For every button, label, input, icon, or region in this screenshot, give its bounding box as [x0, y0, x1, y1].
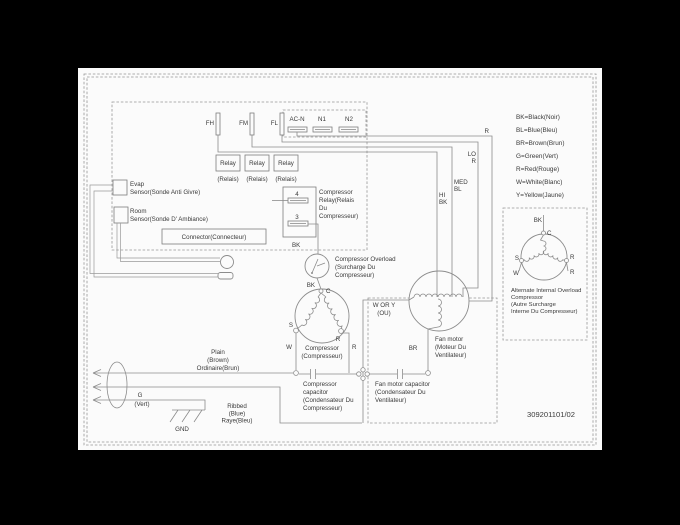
junction-s: [361, 376, 365, 380]
legend-w: W=White(Blanc): [516, 179, 563, 186]
fan-label-3: Ventilateur): [435, 352, 467, 359]
comp-cap-label-4: Compresseur): [303, 405, 343, 412]
terminal-label-r: R: [335, 336, 341, 343]
pin-label-fm: FM: [239, 120, 248, 127]
comp-relay-line3: Du: [319, 205, 327, 212]
terminal-r: [339, 329, 344, 334]
comp-relay-line4: Compresseur): [319, 213, 359, 220]
terminal-c: [319, 289, 323, 293]
compressor-label-2: (Compresseur): [301, 353, 343, 360]
gnd-label: GND: [175, 426, 189, 433]
relay-sub-2: (Relais): [246, 176, 268, 183]
wire-label-bk-overload: BK: [306, 282, 315, 289]
wire-label-med: MED: [454, 179, 468, 186]
terminal-s: [294, 328, 299, 333]
wire-label-hi: HI: [439, 192, 446, 199]
cord-ribbed-label-2: (Blue): [228, 410, 246, 418]
wire-label-r-top: R: [484, 128, 489, 135]
wire-label-med-bl: BL: [454, 186, 462, 193]
fan-cap-label-3: Ventilateur): [375, 397, 407, 404]
wire-label-r2: R: [352, 344, 357, 351]
pin-label-fl: FL: [270, 120, 278, 127]
room-sensor-bulb: [221, 256, 234, 269]
cord-green-label-2: (Vert): [134, 401, 150, 408]
relay-sub-3: (Relais): [275, 176, 297, 183]
wire-label-w: W: [286, 344, 292, 351]
overload-label-3: Compresseur): [335, 272, 375, 279]
alt-terminal-c: [542, 231, 546, 235]
compressor-relay-box: [283, 187, 316, 237]
evap-label-2: Sensor(Sonde Anti Givre): [130, 189, 201, 196]
alt-w-label: W: [513, 270, 519, 277]
alt-bk-label: BK: [533, 217, 542, 224]
alt-text-2: Compressor: [511, 295, 544, 301]
terminal-cap-right: [426, 371, 431, 376]
evap-sensor-box: [113, 180, 127, 195]
relay-sub-1: (Relais): [217, 176, 239, 183]
fan-label-1: Fan motor: [435, 336, 464, 343]
room-sensor-box: [114, 207, 128, 223]
terminal-label-c: C: [326, 288, 331, 295]
comp-cap-label-3: (Condensateur Du: [303, 397, 354, 404]
wire-label-w-or-y: W OR Y: [372, 302, 396, 309]
junction-w: [357, 372, 361, 376]
overload-label-2: (Surcharge Du: [335, 264, 376, 271]
terminal-label-n2: N2: [345, 116, 353, 123]
fan-cap-label-2: (Condensateur Du: [375, 389, 426, 396]
relay-label-2: Relay: [249, 160, 265, 167]
relay-terminal3-label: 3: [295, 214, 299, 221]
comp-relay-line1: Compressor: [319, 189, 353, 196]
room-label-1: Room: [130, 208, 147, 215]
comp-cap-label-1: Compressor: [303, 381, 337, 388]
legend-bk: BK=Black(Noir): [516, 114, 560, 121]
alt-r-label: R: [570, 254, 575, 261]
wire-label-hi-bk: BK: [439, 199, 448, 206]
cord-ribbed-label-3: Raye(Bleu): [221, 417, 253, 425]
terminal-cap-left: [294, 371, 299, 376]
evap-sensor-probe: [218, 273, 233, 280]
terminal-label-n1: N1: [318, 116, 326, 123]
alt-terminal-s: [520, 259, 524, 263]
fan-motor-circle: [409, 271, 469, 331]
alt-c-label: C: [547, 230, 552, 237]
junction-e: [365, 372, 369, 376]
wire-label-br: BR: [408, 345, 418, 352]
room-label-2: Sensor(Sonde D' Ambiance): [130, 216, 208, 223]
terminal-label-s: S: [288, 322, 293, 329]
terminal-label-acn: AC-N: [289, 116, 305, 123]
legend-r: R=Red(Rouge): [516, 166, 560, 173]
comp-cap-label-2: capacitor: [303, 389, 329, 396]
alt-terminal-r: [565, 259, 569, 263]
wire-label-lo: LO: [467, 151, 476, 158]
compressor-circle: [295, 289, 349, 343]
cord-plain-label-2: (Brown): [207, 357, 229, 364]
cord-plain-label-1: Plain: [211, 349, 225, 356]
alt-s-label: S: [514, 255, 519, 262]
cord-plain-label-3: Ordinaire(Brun): [196, 365, 240, 372]
cord-ribbed-label-1: Ribbed: [227, 403, 247, 410]
alt-text-1: Alternate Internal Overload: [511, 288, 582, 294]
legend-bl: BL=Blue(Bleu): [516, 127, 558, 134]
junction-n: [361, 368, 365, 372]
evap-label-1: Evap: [130, 181, 145, 188]
fan-label-2: (Moteur Du: [435, 344, 466, 351]
alt-r2-label: R: [570, 269, 575, 276]
overload-label-1: Compressor Overload: [335, 256, 396, 263]
pin-fh: [216, 113, 220, 135]
relay-label-3: Relay: [278, 160, 294, 167]
connector-label: Connector(Connecteur): [181, 234, 247, 241]
pin-fl: [280, 113, 284, 135]
overload-contact: [311, 272, 313, 274]
wire-label-lo-r: R: [471, 158, 476, 165]
wire-label-ou: (OU): [377, 310, 391, 317]
cord-green-label-1: G: [137, 392, 143, 399]
pin-label-fh: FH: [205, 120, 214, 127]
alt-text-4: Interne Du Compresseur): [511, 309, 578, 315]
compressor-label-1: Compressor: [305, 345, 339, 352]
relay-label-1: Relay: [220, 160, 236, 167]
legend-g: G=Green(Vert): [516, 153, 559, 160]
alt-text-3: (Autre Surcharge: [511, 302, 556, 308]
part-number: 309201101/02: [527, 410, 576, 419]
pin-fm: [250, 113, 254, 135]
legend-y: Y=Yellow(Jaune): [516, 192, 564, 199]
relay-terminal4-label: 4: [295, 191, 299, 198]
legend-br: BR=Brown(Brun): [516, 140, 565, 147]
board-bk-label: BK: [292, 242, 301, 249]
comp-relay-line2: Relay(Relais: [319, 197, 355, 204]
fan-cap-label-1: Fan motor capacitor: [375, 381, 431, 388]
